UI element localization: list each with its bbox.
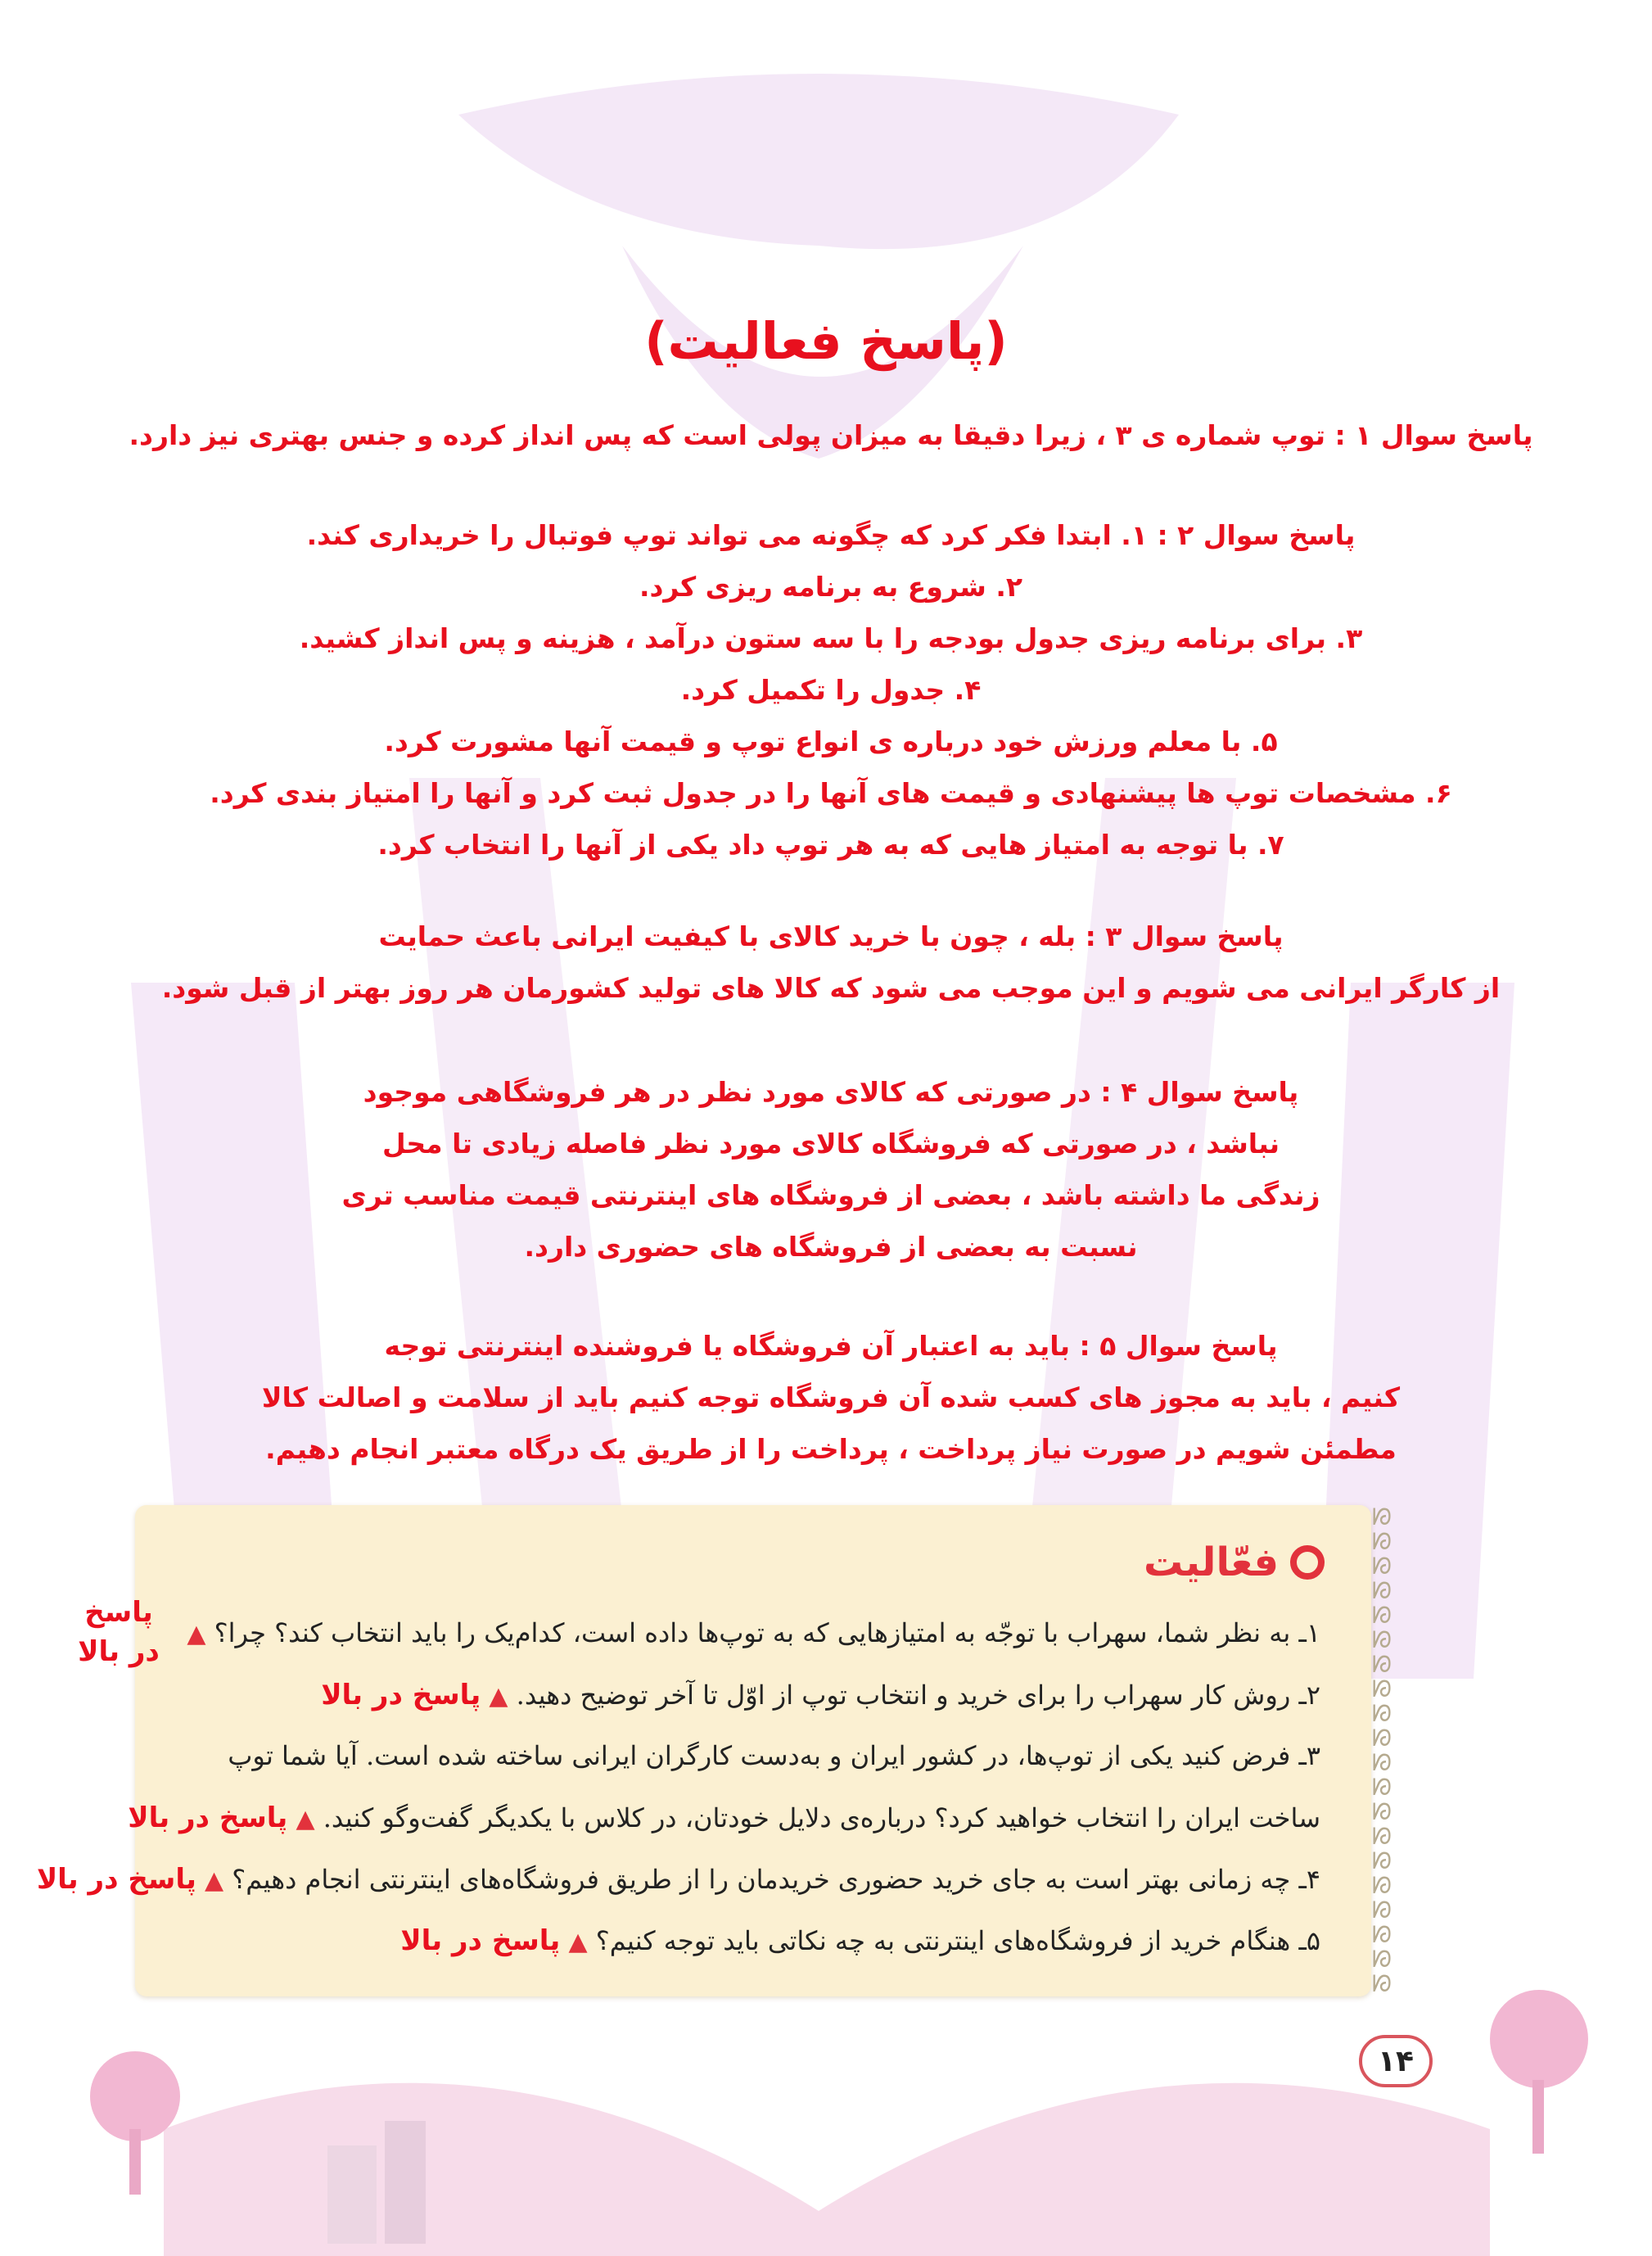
question-3b: ساخت ایران را انتخاب خواهید کرد؟ درباره‌ی دلایل خودتان، در کلاس با یکدیگر گفت‌وگو کنید. ▲ پاسخ در بالا xyxy=(128,1802,1320,1834)
circle-bullet-icon xyxy=(1290,1545,1325,1580)
answer-3: پاسخ سوال ۳ : بله ، چون با خرید کالای با کیفیت ایرانی باعث حمایت از کارگر ایرانی می شویم و این موجب می شود که کالا های تولید کشورمان هر روز بهتر از قبل شود. xyxy=(161,920,1501,1004)
answer-4: پاسخ سوال ۴ : در صورتی که کالای مورد نظر در هر فروشگاهی موجود نباشد ، در صورتی که فروشگاه کالای مورد نظر فاصله زیادی تا محل زندگی ما داشته باشد ، بعضی از فروشگاه های اینترنتی قیمت مناسب تری نسبت به بعضی از فروشگاه های حضوری دارد. xyxy=(341,1076,1320,1263)
answer-tag-2: پاسخ در بالا xyxy=(321,1679,481,1711)
answer-tag-5: پاسخ در بالا xyxy=(400,1924,561,1957)
answer-tag-3: پاسخ در بالا xyxy=(128,1802,288,1834)
triangle-icon: ▲ xyxy=(489,1682,508,1711)
triangle-icon: ▲ xyxy=(568,1928,588,1956)
answer-tag-4: پاسخ در بالا xyxy=(36,1863,196,1896)
triangle-icon: ▲ xyxy=(187,1620,206,1648)
triangle-icon: ▲ xyxy=(296,1805,315,1833)
answer-1: پاسخ سوال ۱ : توپ شماره ی ۳ ، زیرا دقیقا به میزان پولی است که پس انداز کرده و جنس بهتری نیز دارد. xyxy=(129,419,1533,451)
page-number: ۱۴ xyxy=(1359,2035,1433,2087)
question-1: ۱ـ به نظر شما، سهراب با توجّه به امتیازهایی که به توپ‌ها داده است، کدام‌یک را باید انتخاب کند؟ چرا؟ ▲ xyxy=(187,1617,1320,1648)
question-5: ۵ـ هنگام خرید از فروشگاه‌های اینترنتی به چه نکاتی باید توجه کنیم؟ ▲ پاسخ در بالا xyxy=(400,1924,1320,1957)
triangle-icon: ▲ xyxy=(205,1866,224,1895)
answer-tag-1: پاسخ در بالا xyxy=(78,1596,160,1668)
answer-2: پاسخ سوال ۲ : ۱. ابتدا فکر کرد که چگونه می تواند توپ فوتبال را خریداری کند. ۲. شروع به برنامه ریزی کرد. ۳. برای برنامه ریزی جدول بودجه را با سه ستون درآمد ، هزینه و پس انداز کشید. ۴. جدول را تکمیل کرد. ۵. با معلم ورزش خود درباره ی انواع توپ و قیمت آنها مشورت کرد. ۶. مشخصات توپ ها پیشنهادی و قیمت های آنها را در جدول ثبت کرد و آنها را امتیاز بندی کرد. ۷. با توجه به امتیاز هایی که به هر توپ داد یکی از آنها را انتخاب کرد. xyxy=(210,519,1452,861)
spiral-binding-icon: ᘗ ᘗ ᘗ ᘗ ᘗ ᘗ ᘗ ᘗ ᘗ ᘗ ᘗ ᘗ ᘗ ᘗ ᘗ ᘗ ᘗ ᘗ ᘗ ᘗ xyxy=(1372,1505,1392,1996)
answer-5: پاسخ سوال ۵ : باید به اعتبار آن فروشگاه یا فروشنده اینترنتی توجه کنیم ، باید به مجوز های کسب شده آن فروشگاه توجه کنیم باید از سلامت و اصالت کالا مطمئن شویم در صورت نیاز پرداخت ، پرداخت را از طریق یک درگاه معتبر انجام دهیم. xyxy=(261,1330,1401,1465)
question-3a: ۳ـ فرض کنید یکی از توپ‌ها، در کشور ایران و به‌دست کارگران ایرانی ساخته شده است. آیا شما توپ xyxy=(228,1740,1320,1771)
page-title: (پاسخ فعالیت) xyxy=(644,311,1008,371)
question-2: ۲ـ روش کار سهراب را برای خرید و انتخاب توپ از اوّل تا آخر توضیح دهید. ▲ پاسخ در بالا xyxy=(321,1679,1320,1711)
question-4: ۴ـ چه زمانی بهتر است به جای خرید حضوری خریدمان را از طریق فروشگاه‌های اینترنتی انجام دهیم؟ ▲ پاسخ در بالا xyxy=(36,1863,1320,1896)
activity-heading: فعّالیت xyxy=(1144,1539,1325,1585)
